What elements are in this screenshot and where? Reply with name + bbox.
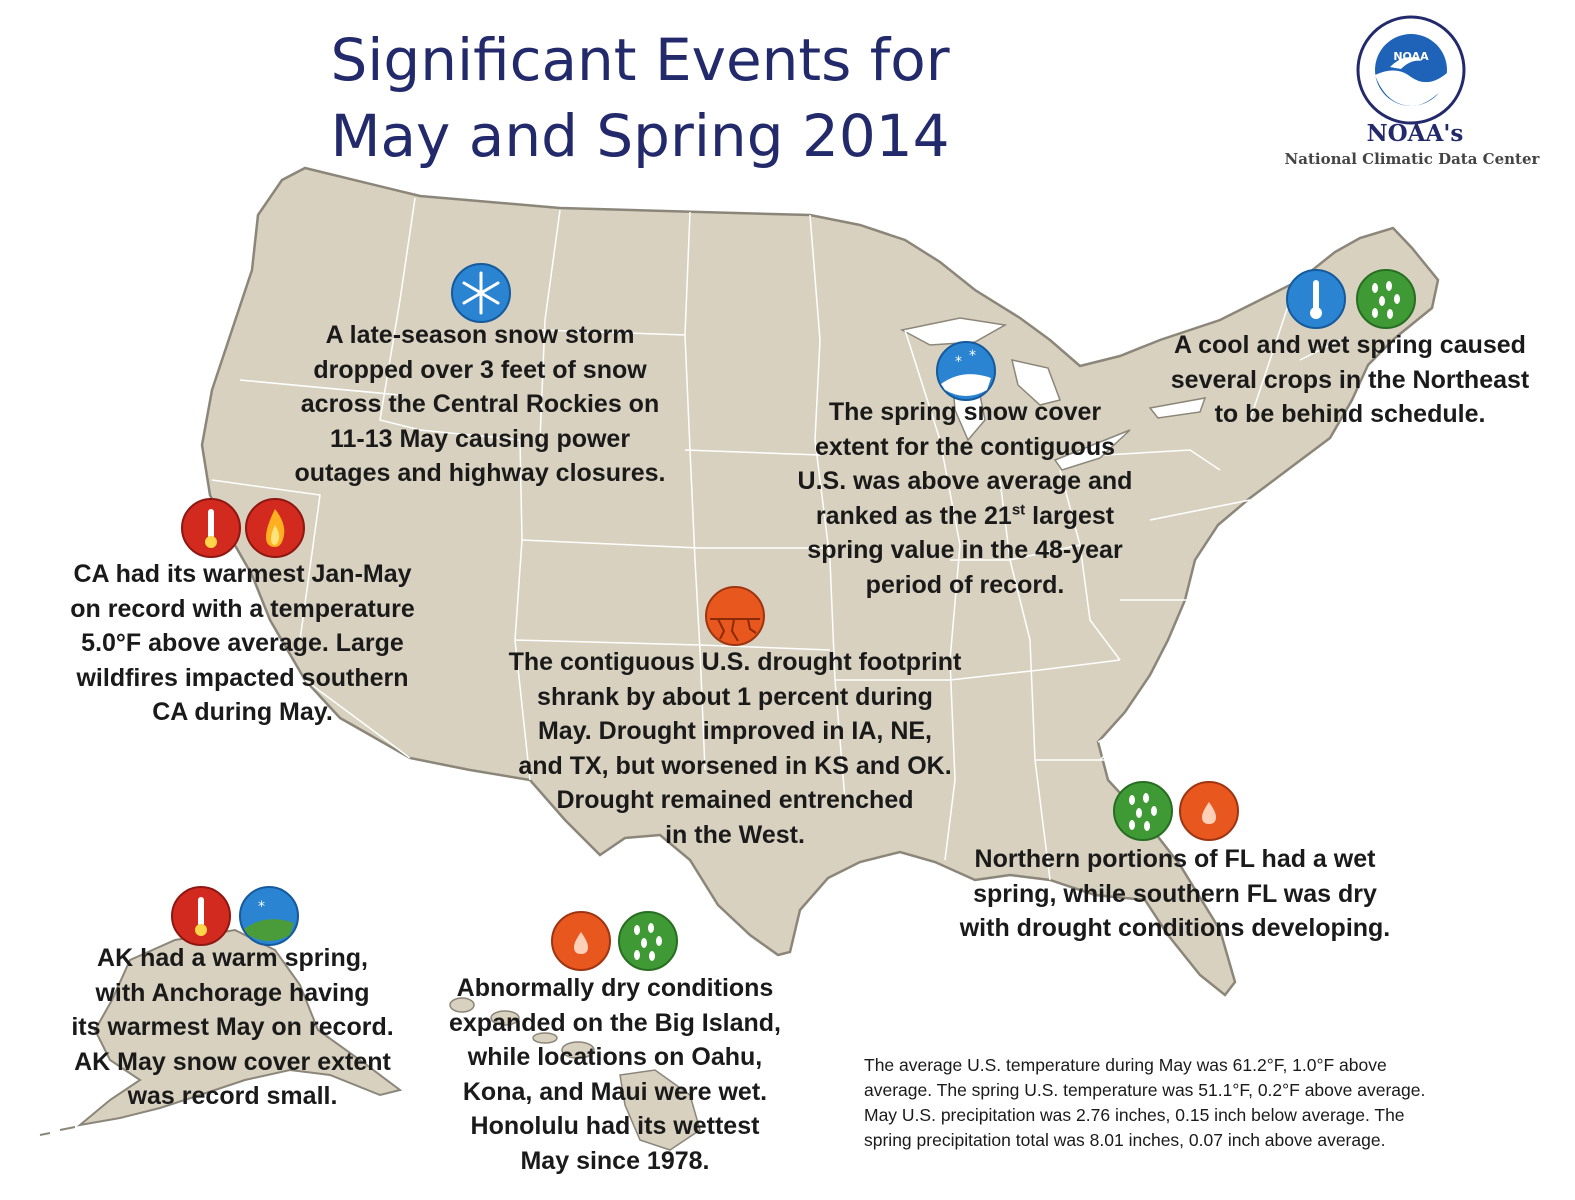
hot-thermometer-icon [170, 885, 232, 947]
note-line: its warmest May on record. [71, 1013, 394, 1042]
rank-rest: largest [1025, 501, 1115, 530]
note-line: 11-13 May causing power [329, 424, 631, 453]
note-line: spring value in the 48-year [807, 536, 1123, 565]
note-alaska [40, 941, 425, 1114]
note-line: dropped over 3 feet of snow [313, 355, 647, 384]
rank-suffix: st [1011, 501, 1026, 519]
stats-line: The average U.S. temperature during May was 61.2°F, 1.0°F above [864, 1055, 1387, 1075]
wet-rain-icon [1112, 780, 1174, 842]
note-line: May. Drought improved in IA, NE, [537, 717, 932, 746]
page-title [230, 22, 1050, 174]
note-line: The spring snow cover [828, 398, 1102, 426]
national-stats-summary [864, 1053, 1544, 1153]
note-line: expanded on the Big Island, [449, 1008, 781, 1037]
wildfire-icon [244, 497, 306, 559]
cold-thermometer-icon [1285, 268, 1347, 330]
note-line: with Anchorage having [95, 978, 370, 1007]
hot-thermometer-icon [180, 497, 242, 559]
note-drought [480, 645, 990, 853]
note-line: A cool and wet spring caused [1174, 331, 1526, 359]
noaa-logo [1356, 15, 1466, 125]
note-line: outages and highway closures. [294, 459, 666, 488]
title-line-1: Significant Events for [330, 26, 950, 94]
wet-rain-icon [1355, 268, 1417, 330]
svg-text:*: * [955, 354, 962, 370]
stats-line: average. The spring U.S. temperature was 51.1°F, 0.2°F above average. [864, 1080, 1426, 1100]
stats-line: spring precipitation total was 8.01 inches, 0.07 inch above average. [864, 1130, 1386, 1150]
note-line: shrank by about 1 percent during [537, 682, 933, 711]
svg-text:*: * [969, 348, 976, 364]
snow-cover-icon [935, 340, 997, 402]
stats-line: May U.S. precipitation was 2.76 inches, 0.15 inch below average. The [864, 1105, 1405, 1125]
note-line: AK May snow cover extent [74, 1047, 391, 1076]
note-line: A late-season snow storm [325, 321, 635, 349]
svg-text:*: * [258, 899, 265, 915]
note-line: The contiguous U.S. drought footprint [508, 648, 962, 676]
title-line-2: May and Spring 2014 [330, 102, 950, 170]
drought-cracked-earth-icon [704, 585, 766, 647]
note-line: with drought conditions developing. [959, 914, 1391, 943]
note-florida [925, 842, 1425, 946]
note-line: spring, while southern FL was dry [973, 879, 1377, 908]
note-line: period of record. [865, 570, 1065, 599]
note-line: across the Central Rockies on [300, 390, 660, 419]
dry-drop-icon [550, 910, 612, 972]
note-line: in the West. [665, 820, 805, 849]
note-line: Kona, and Maui were wet. [462, 1077, 768, 1106]
note-line: Drought remained entrenched [556, 786, 914, 815]
note-line [770, 499, 1160, 534]
note-line: and TX, but worsened in KS and OK. [518, 751, 952, 780]
note-line: several crops in the Northeast [1170, 365, 1530, 394]
note-hawaii [425, 971, 805, 1179]
brand-name: NOAA's [1366, 120, 1464, 147]
note-snow-cover [770, 395, 1160, 603]
wet-rain-icon [617, 910, 679, 972]
note-line: May since 1978. [520, 1146, 710, 1175]
brand-subtitle: National Climatic Data Center [1284, 150, 1540, 168]
note-california [40, 557, 445, 730]
note-line: Northern portions of FL had a wet [974, 845, 1376, 873]
note-line: extent for the contiguous [815, 432, 1115, 461]
note-line: to be behind schedule. [1214, 400, 1486, 429]
note-rockies [270, 318, 690, 491]
note-line: U.S. was above average and [797, 467, 1133, 496]
note-line: AK had a warm spring, [97, 944, 368, 972]
rank-prefix: ranked as the 21 [815, 501, 1012, 530]
note-line: wildfires impacted southern [76, 663, 409, 692]
dry-drop-icon [1178, 780, 1240, 842]
logo-seal-center: NOAA [1393, 50, 1429, 63]
note-line: Honolulu had its wettest [470, 1112, 760, 1141]
note-line: on record with a temperature [70, 594, 415, 623]
note-line: while locations on Oahu, [467, 1043, 763, 1072]
note-line: was record small. [127, 1082, 338, 1111]
snow-cover-icon [238, 885, 300, 947]
note-line: CA during May. [152, 698, 333, 727]
note-line: CA had its warmest Jan-May [73, 560, 412, 588]
note-line: Abnormally dry conditions [456, 974, 774, 1002]
note-line: 5.0°F above average. Large [81, 629, 404, 658]
note-northeast [1150, 328, 1550, 432]
snowflake-icon [450, 262, 512, 324]
